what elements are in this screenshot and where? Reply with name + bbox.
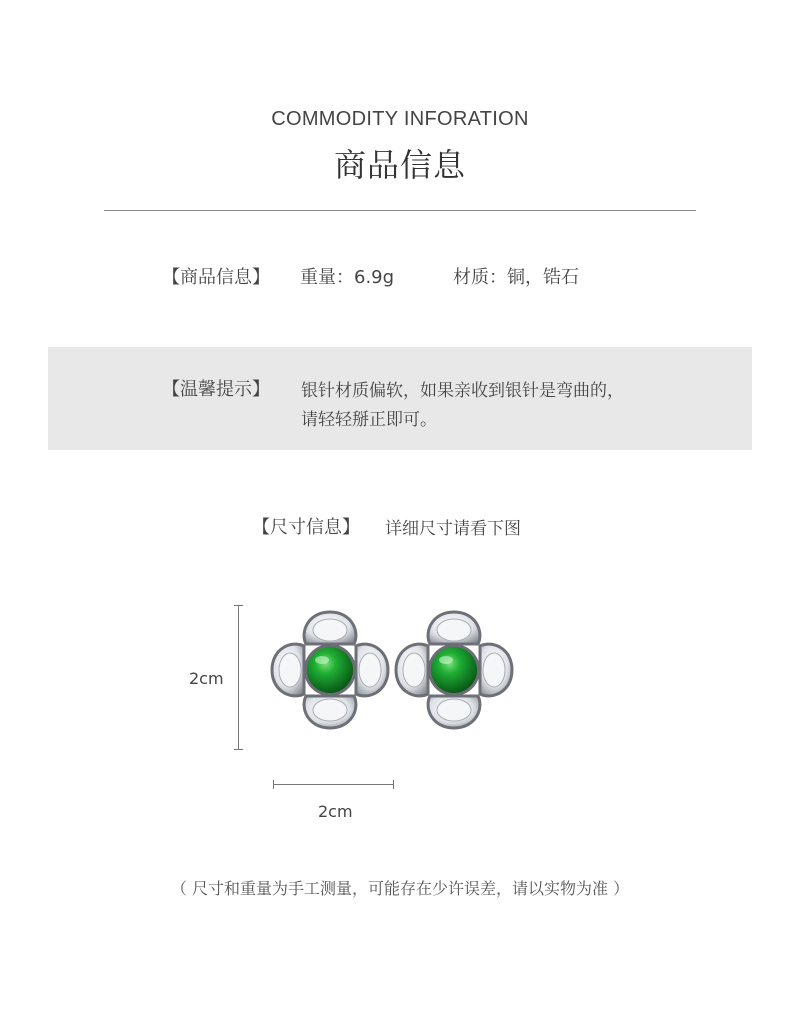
tips-line-1: 银针材质偏软，如果亲收到银针是弯曲的， (301, 381, 624, 401)
material-value: 材质：铜，锆石 (453, 267, 579, 288)
title-divider (104, 210, 696, 211)
height-dimension-line (238, 605, 239, 750)
chinese-title: 商品信息 (333, 146, 466, 184)
width-label: 2cm (318, 802, 353, 821)
weight-value: 重量：6.9g (300, 267, 395, 288)
height-label: 2cm (189, 669, 224, 688)
width-dimension-cap-left (273, 780, 274, 789)
width-dimension-line (273, 784, 394, 785)
height-dimension-cap-top (234, 605, 243, 606)
tips-line-2: 请轻轻掰正即可。 (301, 410, 437, 430)
size-info-text: 详细尺寸请看下图 (385, 519, 521, 539)
english-title: COMMODITY INFORATION (271, 108, 529, 130)
height-dimension-cap-bottom (234, 749, 243, 750)
measurement-note: （ 尺寸和重量为手工测量，可能存在少许误差，请以实物为准 ） (170, 879, 630, 898)
width-dimension-cap-right (393, 780, 394, 789)
product-info-label: 【商品信息】 (162, 267, 270, 288)
tips-label: 【温馨提示】 (162, 379, 270, 400)
earrings-image (268, 608, 518, 733)
size-info-label: 【尺寸信息】 (252, 517, 360, 538)
